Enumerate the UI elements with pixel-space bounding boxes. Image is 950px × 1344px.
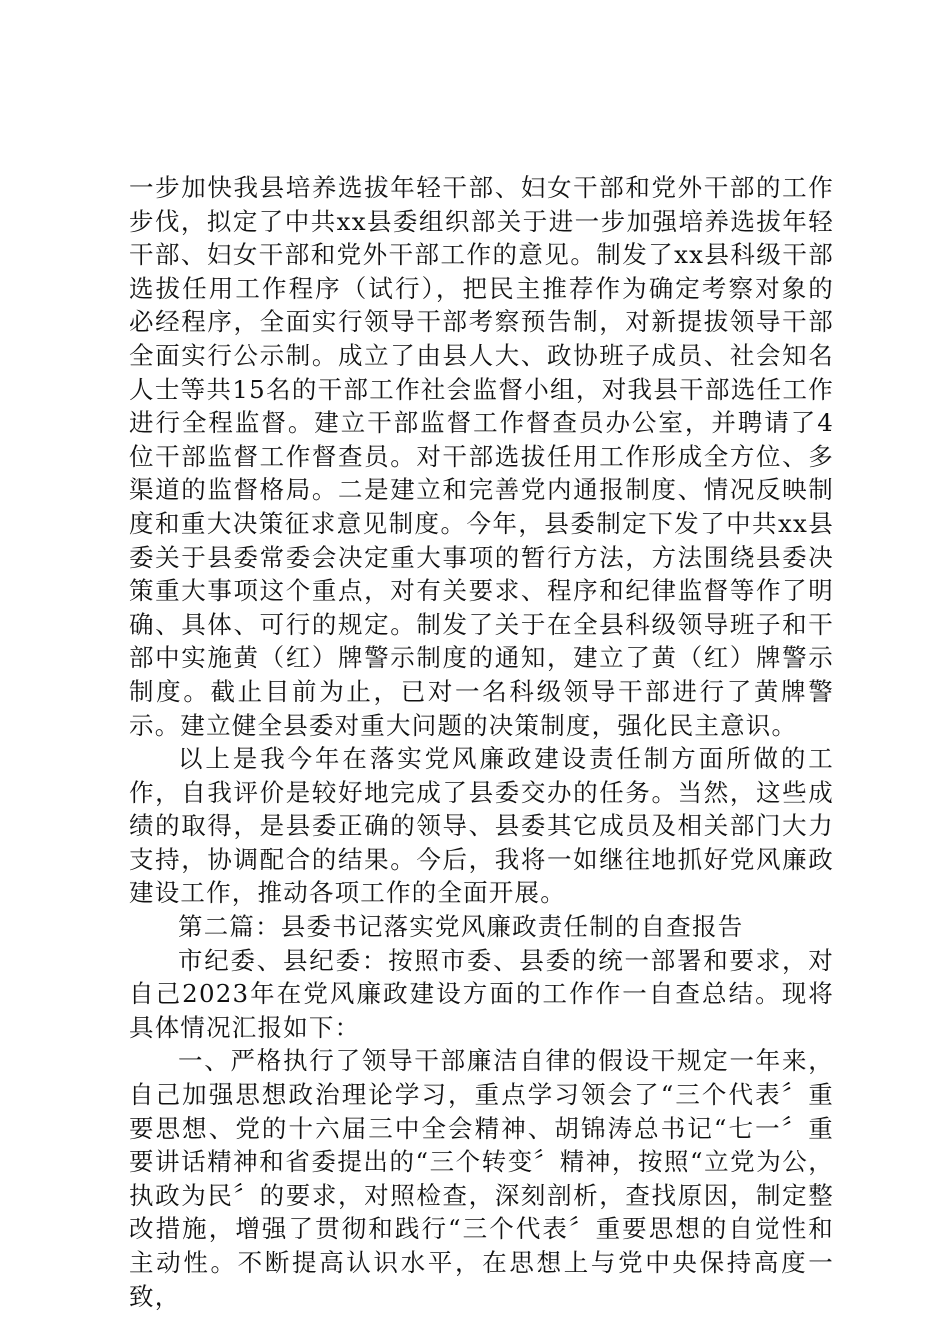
paragraph-summary: 以上是我今年在落实党风廉政建设责任制方面所做的工作，自我评价是较好地完成了县委交办的任务。当然，这些成绩的取得，是县委正确的领导、县委其它成员及相关部门大力支持，协调配合的结果。今后，我将一如继往地抓好党风廉政建设工作，推动各项工作的全面开展。 bbox=[129, 744, 834, 908]
paragraph-continuation: 一步加快我县培养选拔年轻干部、妇女干部和党外干部的工作步伐，拟定了中共xx县委组织部关于进一步加强培养选拔年轻干部、妇女干部和党外干部工作的意见。制发了xx县科级干部选拔任用工作程序（试行），把民主推荐作为确定考察对象的必经程序，全面实行领导干部考察预告制，对新提拔领导干部全面实行公示制。成立了由县人大、政协班子成员、社会知名人士等共15名的干部工作社会监督小组，对我县干部选任工作进行全程监督。建立干部监督工作督查员办公室，并聘请了4位干部监督工作督查员。对干部选拔任用工作形成全方位、多渠道的监督格局。二是建立和完善党内通报制度、情况反映制度和重大决策征求意见制度。今年，县委制定下发了中共xx县委关于县委常委会决定重大事项的暂行方法，方法围绕县委决策重大事项这个重点，对有关要求、程序和纪律监督等作了明确、具体、可行的规定。制发了关于在全县科级领导班子和干部中实施黄（红）牌警示制度的通知，建立了黄（红）牌警示制度。截止目前为止，已对一名科级领导干部进行了黄牌警示。建立健全县委对重大问题的决策制度，强化民主意识。 bbox=[129, 173, 834, 740]
paragraph-addressee: 市纪委、县纪委：按照市委、县委的统一部署和要求，对自己2023年在党风廉政建设方面的工作作一自查总结。现将具体情况汇报如下： bbox=[129, 945, 834, 1042]
paragraph-section-one: 一、严格执行了领导干部廉洁自律的假设干规定一年来，自己加强思想政治理论学习，重点学习领会了“三个代表〞重要思想、党的十六届三中全会精神、胡锦涛总书记“七一〞重要讲话精神和省委提出的“三个转变〞精神，按照“立党为公，执政为民〞的要求，对照检查，深刻剖析，查找原因，制定整改措施，增强了贯彻和践行“三个代表〞重要思想的自觉性和主动性。不断提高认识水平，在思想上与党中央保持高度一致， bbox=[129, 1046, 834, 1311]
document-body bbox=[129, 171, 834, 1313]
section-heading: 第二篇：县委书记落实党风廉政责任制的自查报告 bbox=[178, 912, 744, 942]
